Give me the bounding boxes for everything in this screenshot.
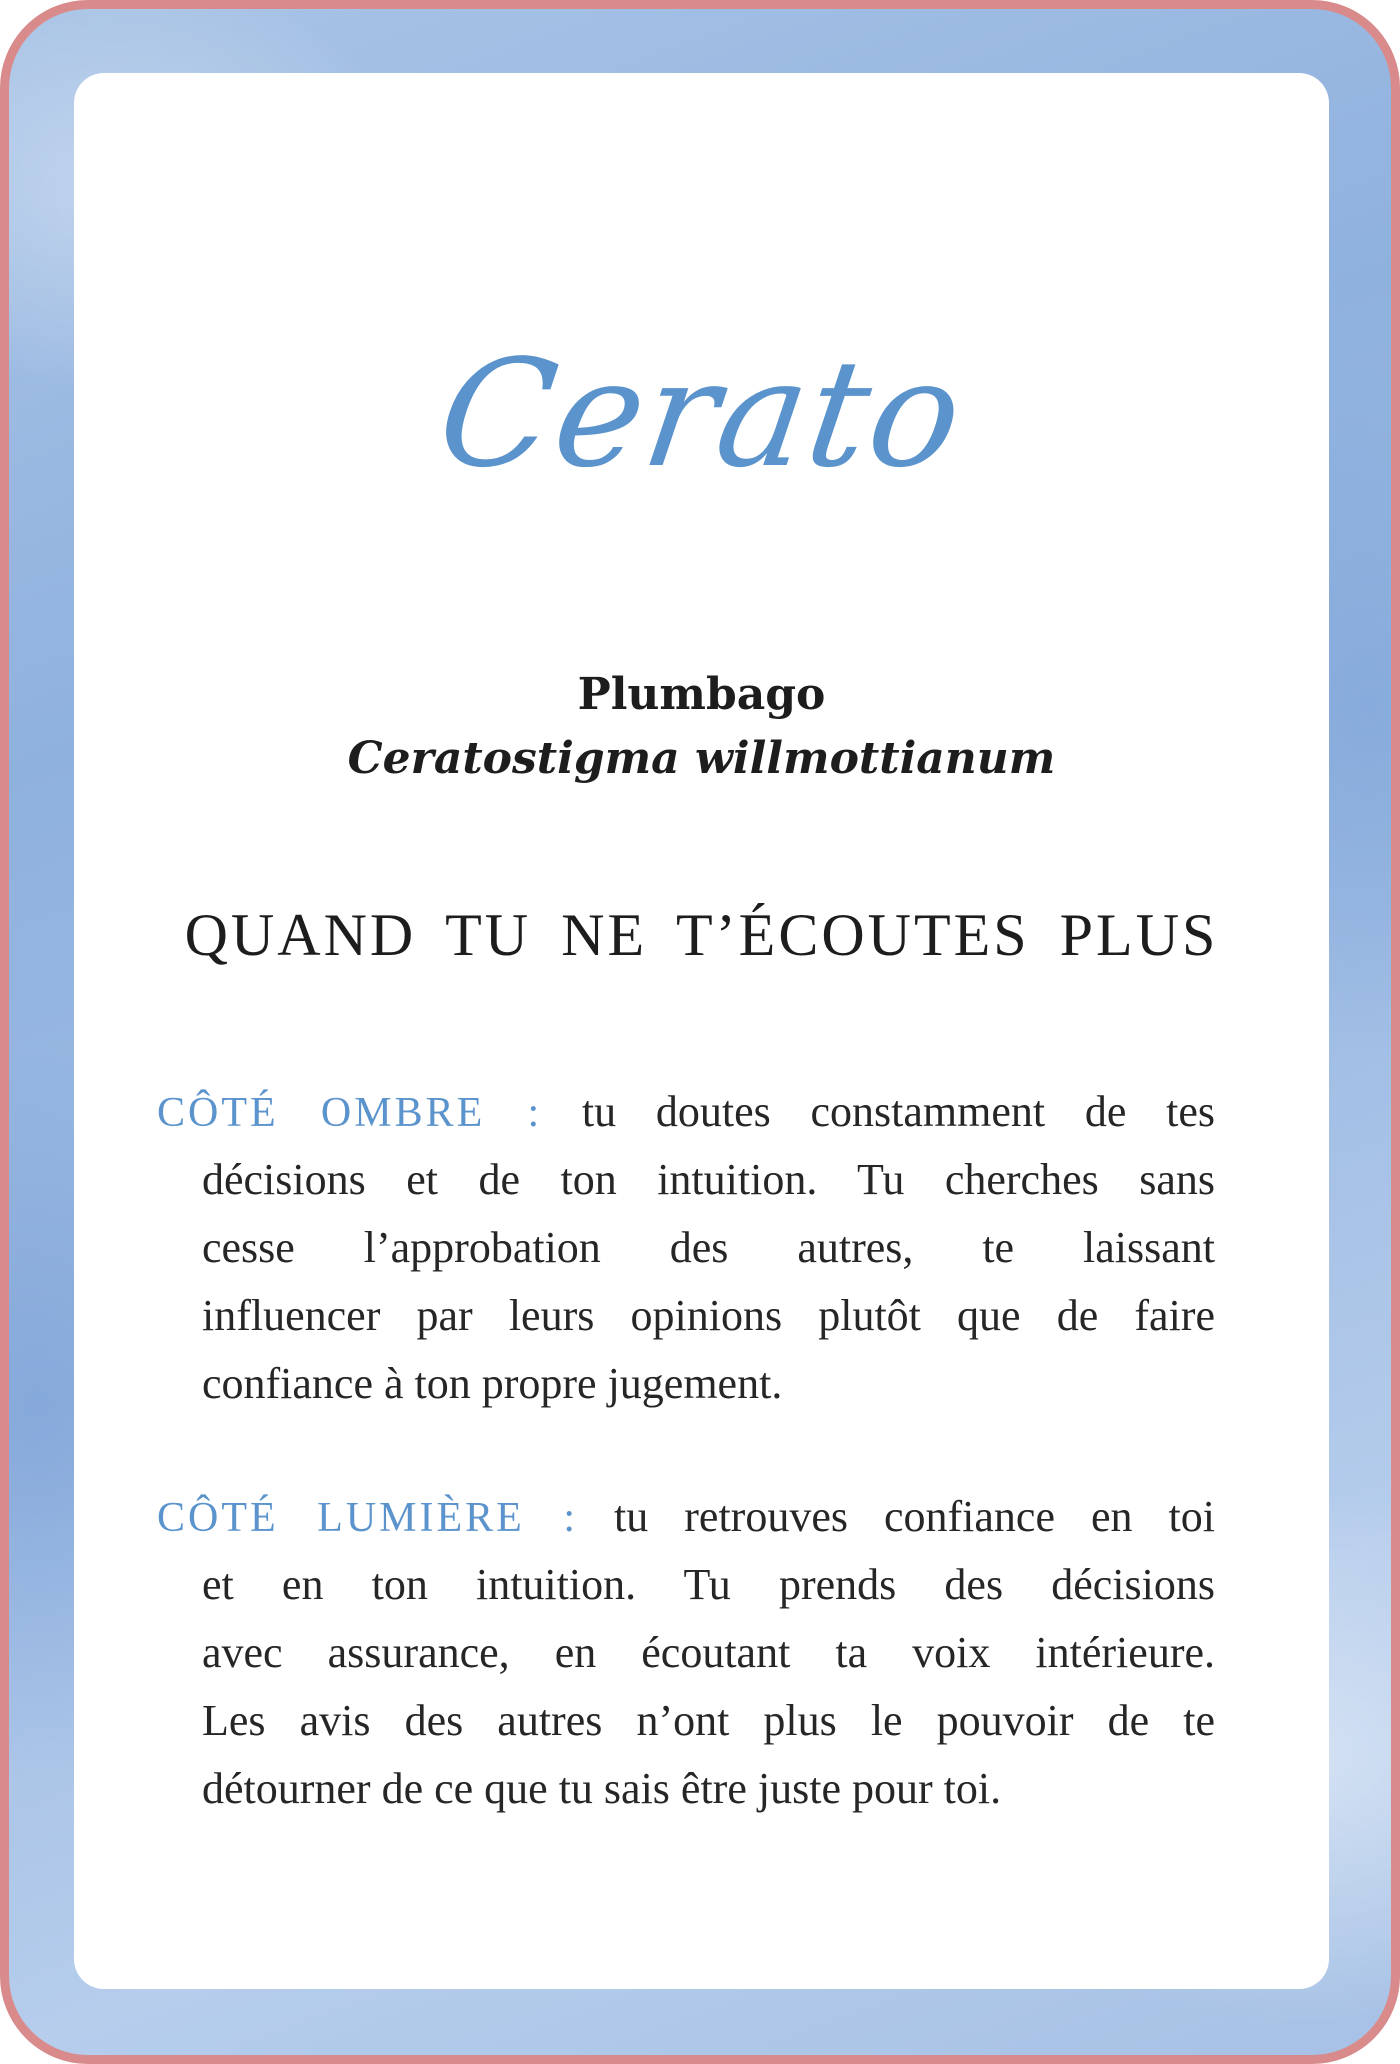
shadow-paragraph [157,1078,1215,1418]
light-line: Les avis des autres n’ont plus le pouvoir de te [202,1696,1215,1745]
card-title: Cerato [429,328,974,500]
shadow-line: cesse l’approbation des autres, te laissant [202,1223,1215,1272]
latin-name: Ceratostigma willmottianum [347,733,1056,784]
light-label: CÔTÉ LUMIÈRE : [157,1495,578,1541]
light-paragraph [157,1483,1215,1823]
light-line: avec assurance, en écoutant ta voix intérieure. [202,1628,1215,1677]
shadow-line [157,1078,1215,1146]
light-line: détourner de ce que tu sais être juste pour toi. [202,1764,1002,1813]
light-line: et en ton intuition. Tu prends des décisions [202,1560,1215,1609]
shadow-line: confiance à ton propre jugement. [202,1359,783,1408]
light-line [157,1483,1215,1551]
card-panel [74,73,1329,1989]
card-heading: QUAND TU NE T’ÉCOUTES PLUS [184,902,1219,968]
shadow-label: CÔTÉ OMBRE : [157,1090,543,1136]
common-name: Plumbago [577,669,826,720]
light-line-text: tu retrouves confiance en toi [614,1492,1215,1541]
shadow-line: influencer par leurs opinions plutôt que de faire [202,1291,1215,1340]
shadow-line: décisions et de ton intuition. Tu cherches sans [202,1155,1215,1204]
shadow-line-text: tu doutes constamment de tes [581,1087,1216,1136]
